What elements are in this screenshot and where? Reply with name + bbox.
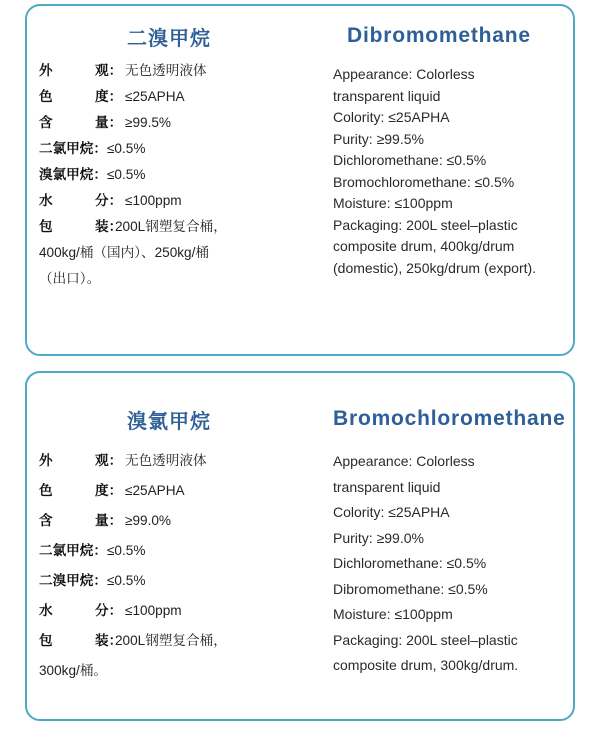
spec-row-dibromomethane: 二溴甲烷：≤0.5% <box>39 573 146 588</box>
spec-row-bromochloromethane: 溴氯甲烷：≤0.5% <box>39 167 146 182</box>
en-line: transparent liquid <box>333 87 441 104</box>
spec-row-moisture: 水 分： ≤100ppm <box>39 603 182 618</box>
en-line: Appearance: Colorless <box>333 66 475 82</box>
spec-row-appearance: 外 观： 无色透明液体 <box>39 63 207 78</box>
spec-row-dichloromethane: 二氯甲烷：≤0.5% <box>39 141 146 156</box>
en-line: Dichloromethane: ≤0.5% <box>333 555 487 571</box>
product-card-bromochloromethane <box>25 371 575 721</box>
en-line: composite drum, 300kg/drum. <box>333 657 519 673</box>
en-spec-list <box>333 64 536 279</box>
title-cn: 二溴甲烷 <box>127 28 211 50</box>
packaging-continuation: 400kg/桶（国内）、250kg/桶 <box>39 245 209 260</box>
title-cn: 溴氯甲烷 <box>127 411 211 433</box>
en-line: Purity: ≥99.0% <box>333 529 424 546</box>
spec-row-purity: 含 量： ≥99.5% <box>39 115 172 130</box>
spec-row-dichloromethane: 二氯甲烷：≤0.5% <box>39 543 146 558</box>
en-line: (domestic), 250kg/drum (export). <box>333 259 537 276</box>
cn-spec-list <box>39 446 227 686</box>
title-en: Bromochloromethane <box>333 407 566 430</box>
en-line: Dichloromethane: ≤0.5% <box>333 152 487 168</box>
en-line: transparent liquid <box>333 478 441 495</box>
en-line: Moisture: ≤100ppm <box>333 606 453 622</box>
spec-row-packaging: 包 装：200L钢塑复合桶， <box>39 219 227 234</box>
en-line: Packaging: 200L steel–plastic <box>333 216 518 233</box>
spec-row-appearance: 外 观： 无色透明液体 <box>39 453 207 468</box>
en-spec-list <box>333 449 518 679</box>
packaging-continuation: （出口）。 <box>39 271 101 286</box>
en-line: composite drum, 400kg/drum <box>333 238 515 254</box>
en-line: Colority: ≤25APHA <box>333 109 450 125</box>
spec-row-purity: 含 量： ≥99.0% <box>39 513 172 528</box>
en-line: Bromochloromethane: ≤0.5% <box>333 173 515 190</box>
product-card-dibromomethane <box>25 4 575 356</box>
en-line: Purity: ≥99.5% <box>333 130 424 147</box>
en-line: Colority: ≤25APHA <box>333 504 450 520</box>
en-line: Appearance: Colorless <box>333 453 475 469</box>
en-line: Moisture: ≤100ppm <box>333 195 453 211</box>
spec-row-moisture: 水 分： ≤100ppm <box>39 193 182 208</box>
en-line: Dibromomethane: ≤0.5% <box>333 580 488 597</box>
spec-row-colority: 色 度： ≤25APHA <box>39 89 185 104</box>
cn-spec-list <box>39 58 227 292</box>
title-en: Dibromomethane <box>347 24 531 47</box>
packaging-continuation: 300kg/桶。 <box>39 663 108 678</box>
spec-row-colority: 色 度： ≤25APHA <box>39 483 185 498</box>
en-line: Packaging: 200L steel–plastic <box>333 631 518 648</box>
spec-row-packaging: 包 装：200L钢塑复合桶， <box>39 633 227 648</box>
